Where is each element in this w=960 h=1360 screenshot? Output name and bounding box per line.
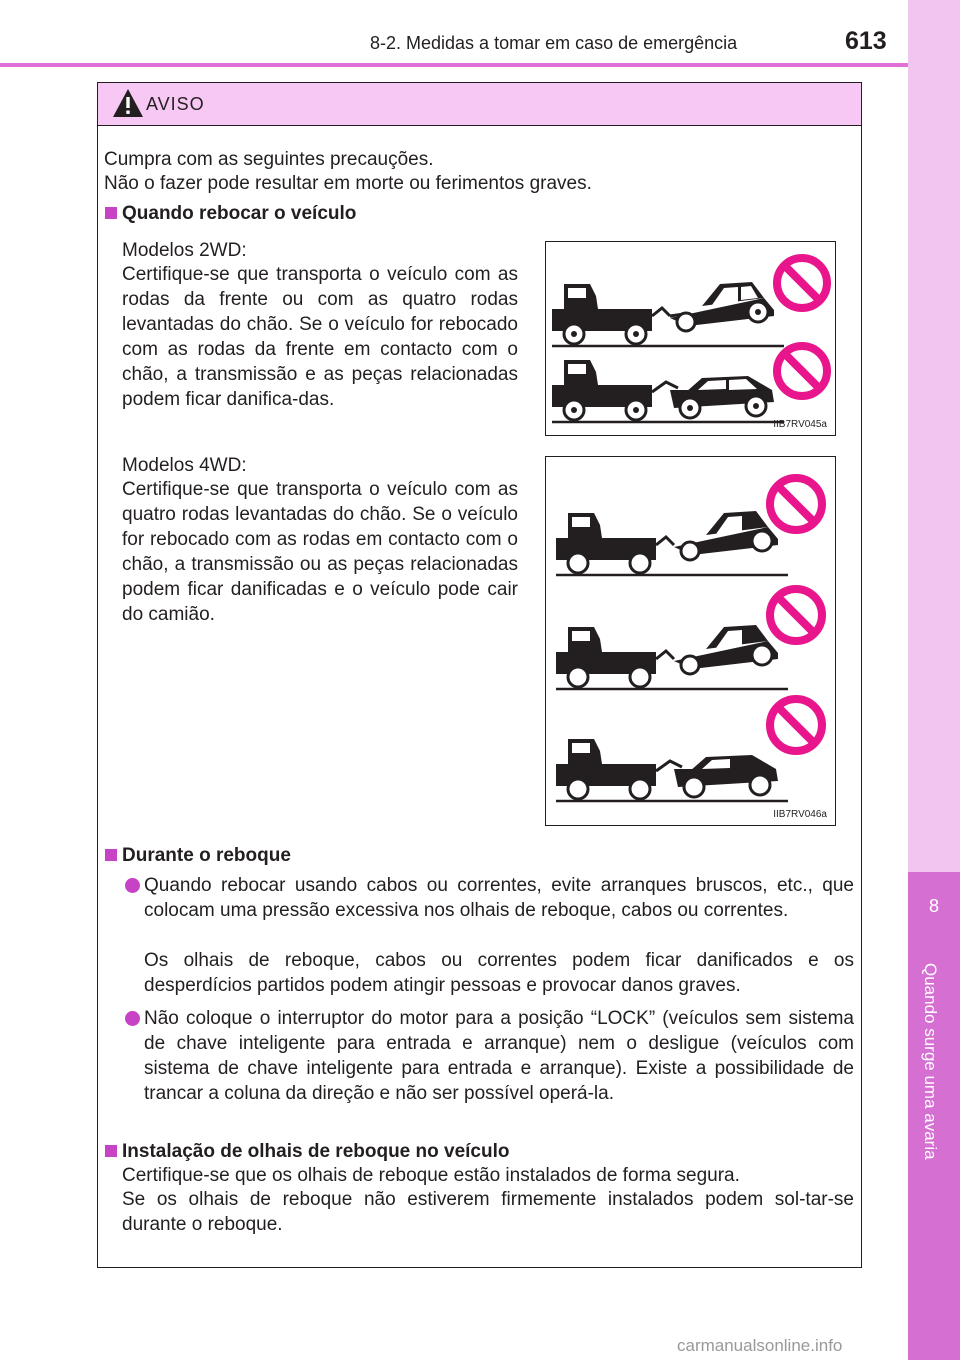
model-label: Modelos 4WD: — [122, 455, 247, 476]
prohibited-icon — [770, 589, 822, 641]
towing-illustration-2wd — [545, 241, 836, 436]
model-label: Modelos 2WD: — [122, 240, 247, 261]
page-number: 613 — [845, 27, 887, 55]
paragraph-2wd: Certifique-se que transporta o veículo com as rodas da frente ou com as quatro rodas levantadas do chão. Se o veículo for rebocado com as rodas da frente em contacto com o chão, a transmissão e as peças relacionadas podem ficar danifica-das. — [122, 264, 518, 410]
footer-watermark: carmanualsonline.info — [677, 1336, 843, 1355]
warning-triangle-icon — [112, 88, 144, 118]
prohibited-icon — [770, 699, 822, 751]
chapter-number: 8 — [928, 896, 939, 916]
tow-truck-rear-lifted — [556, 739, 788, 801]
tow-truck-front-lifted — [556, 511, 788, 575]
tow-truck-front-lifted — [552, 282, 784, 346]
warning-box — [97, 82, 862, 1268]
prohibited-icon — [777, 346, 827, 396]
tow-truck-front-lifted — [556, 625, 788, 689]
section-bullet-icon — [105, 207, 117, 219]
bullet-text: Os olhais de reboque, cabos ou correntes podem ficar danificados e os desperdícios partidos podem atingir pessoas e provocar danos graves. — [144, 950, 854, 996]
tow-truck-rear-lifted — [552, 360, 784, 422]
section-heading: Instalação de olhais de reboque no veículo — [122, 1141, 510, 1162]
paragraph: Certifique-se que os olhais de reboque estão instalados de forma segura. — [122, 1165, 740, 1186]
warning-title: AVISO — [146, 94, 205, 114]
paragraph-4wd: Certifique-se que transporta o veículo com as quatro rodas levantadas do chão. Se o veículo for rebocado com as rodas em contacto com o chão, a transmissão ou as peças relacionadas podem ficar danificadas e o veículo pode cair do camião. — [122, 479, 518, 625]
warning-header — [98, 83, 861, 126]
towing-illustration-4wd — [545, 456, 836, 826]
prohibited-icon — [777, 258, 827, 308]
figure-id: IIB7RV045a — [773, 419, 827, 430]
towing-diagram — [546, 457, 835, 825]
paragraph: Se os olhais de reboque não estiverem firmemente instalados podem sol-tar-se durante o reboque. — [122, 1189, 854, 1235]
section-heading: Durante o reboque — [122, 845, 291, 866]
section-bullet-icon — [105, 1145, 117, 1157]
header-divider — [0, 63, 908, 67]
bullet-text: Quando rebocar usando cabos ou correntes, evite arranques bruscos, etc., que colocam uma pressão excessiva nos olhais de reboque, cabos ou correntes. — [144, 875, 854, 921]
prohibited-icon — [770, 478, 822, 530]
section-bullet-icon — [105, 849, 117, 861]
section-heading: Quando rebocar o veículo — [122, 203, 357, 224]
intro-line: Cumpra com as seguintes precauções. — [104, 149, 434, 170]
chapter-title: Quando surge uma avaria — [921, 963, 940, 1160]
bullet-dot-icon — [125, 1011, 140, 1026]
bullet-dot-icon — [125, 878, 140, 893]
section-title: 8-2. Medidas a tomar em caso de emergência — [370, 33, 738, 53]
sidebar-tab — [908, 0, 960, 872]
towing-diagram — [546, 242, 835, 435]
bullet-text: Não coloque o interruptor do motor para a posição “LOCK” (veículos sem sistema de chave inteligente para entrada e arranque) nem o desligue (veículos com sistema de chave inteligente para entrada e arranque). Existe a possibilidade de trancar a coluna da direção e não ser possível operá-la. — [144, 1008, 854, 1104]
figure-id: IIB7RV046a — [773, 809, 827, 820]
intro-line: Não o fazer pode resultar em morte ou ferimentos graves. — [104, 173, 592, 194]
